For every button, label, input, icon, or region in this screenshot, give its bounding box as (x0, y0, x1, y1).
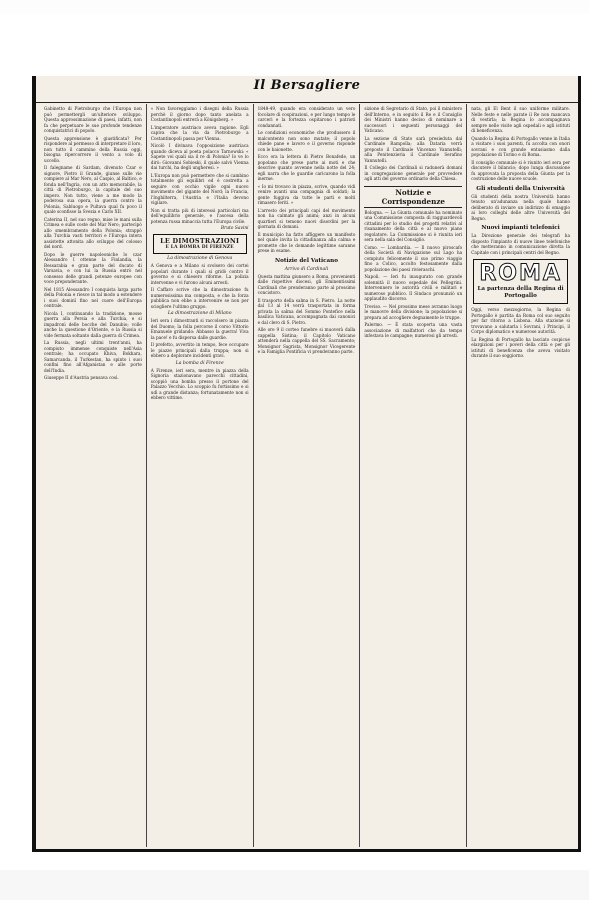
article-paragraph: Bologna. — La Giunta comunale ha nominato una Commissione composta di ragguardevoli cittadini per lo studio dei progetti relativi al risanamento della città e al nuovo piano regolatore. La Commissione si è riunita ieri sera nella sala del Consiglio. (364, 209, 463, 242)
article-paragraph: Questa apprensione è giustificata? Per rispondere al permesso di interpretare il loro, non tutto il cammino della Russia oggi, bisogna ripercorrere il vento a volo di uccello. (44, 135, 142, 163)
article-heading: Gli studenti della Università (476, 185, 565, 192)
column-1 (40, 104, 147, 847)
article-paragraph: Oggi, verso mezzogiorno, la Regina di Portogallo è partita da Roma col suo seguito per far ritorno a Lisbona. Alla stazione si trovavano a salutarla i Sovrani, i Principi, il Corpo diplomatico e numerose autorità. (471, 307, 570, 334)
boxed-headline-subtitle: E LA BOMBA DI FIRENZE (165, 245, 234, 250)
article-paragraph: L'arresto dei principali capi del movimento non ha calmato gli animi; anzi in alcuni quartieri si temono nuovi disordini per la giornata di domani. (257, 207, 356, 229)
column-4 (360, 104, 467, 847)
article-paragraph: Il falegname di Sardam, divenuto Czar e signore, Pietro il Grande, giunse sulle vie compiere al Mar Nero, al Caspio, al Baltico, e fonda nell'Ingria, con un atto memorabile, la città di Pietroburgo, la capitale del suo impero. Non tutto, viene a me modo la poderosa sua opera, la guerra contro la Polonia, Sabluogo e Pultava qual fu poco il quale sconfisse la Svezia e Carlo XII. (44, 165, 142, 214)
article-paragraph: Treviso. — Nel prossimo mese avranno luogo le manovre della divisione; la popolazione si prepara ad accogliere degnamente le truppe. (364, 303, 463, 320)
article-paragraph: La Direzione generale dei telegrafi ha disposto l'impianto di nuove linee telefoniche che metteranno in comunicazione diretta la Capitale con i principali centri del Regno. (471, 233, 570, 255)
article-paragraph: L'Europa non può permettere che si cambino totalmente gli equilibri ed è costretta a seguire con occhio vigile ogni nuovo movimento del gigante del Nord; la Francia, l'Inghilterra, l'Austria e l'Italia devono vigilare. (150, 172, 249, 205)
article-paragraph: Le condizioni economiche che produssero il malcontento non sono mutate; il popolo chiede pane e lavoro e il governo risponde con le baionette. (257, 130, 356, 152)
article-paragraph: Ieri sera i dimostranti si raccolsero in piazza del Duomo; la folla percorse il corso Vittorio Emanuele gridando: Abbasso la guerra! Viva la pace! e fu dispersa dalle guardie. (150, 318, 249, 340)
roma-subtitle: La partenza della Regina di Portogallo (477, 286, 564, 299)
article-paragraph: « Io mi trovavo in piazza, scrive, quando vidi venire avanti una compagnia di soldati; la gente fuggiva da tutte le parti e molti rimasero feriti. » (257, 183, 356, 205)
article-paragraph: Il Caffaro scrive che la dimostrazione fu numerosissima ma composta, e che la forza pubblica non ebbe a intervenire se non per sciogliere l'ultimo gruppo. (150, 287, 249, 309)
article-paragraph: L'imperatore austriaco aveva ragione. Egli capiva che la via da Pietroburgo a Costantinopoli passa per Vienna. (150, 124, 249, 141)
article-paragraph: Caterina II, nel suo regno, mise le mani sulla Crimea e sulle coste del Mar Nero; partecipò allo smembramento della Polonia; strappò alla Turchia vasti territori e l'Europa intera assistette attonita allo sviluppo del colosso del nord. (44, 216, 142, 249)
article-paragraph: Nicola I, continuando la tradizione, mosse guerra alla Persia e alla Turchia, e si impadronì delle bocche del Danubio; volle anche la questione d'Oriente, e la Russia si vide fermata soltanto dalla guerra di Crimea. (44, 310, 142, 338)
scan-margin-top (0, 0, 589, 14)
article-heading: Notizie del Vaticano (275, 257, 338, 264)
column-2 (147, 104, 254, 847)
article-heading: Nuovi impianti telefonici (481, 225, 560, 231)
section-heading-notizie: Notizie e Corrispondenze (364, 186, 462, 208)
article-paragraph: Nicolò I divinava l'opposizione austriaca quando diceva al poeta polacco Tarnowski: « Sapete voi quali sia il re di Polonia? Io ve lo dirò: Giovanni Sobieski, il quale salvò Vienna dai turchi, ha degli ungheresi. » (150, 143, 249, 170)
article-subheading: La bomba di Firenze (175, 360, 224, 366)
article-paragraph: A Firenze, ieri sera, mentre in piazza della Signoria stazionavano parecchi cittadini, scoppiò una bomba presso il portone del Palazzo Vecchio. Lo scoppio fu fortissimo e si udì a grande distanza; fortunatamente non si ebbero vittime. (150, 367, 249, 400)
article-paragraph: Questa mattina giunsero a Roma, provenienti dalle rispettive diocesi, gli Eminentissimi Cardinali che prenderanno parte al prossimo concistoro. (257, 273, 356, 295)
article-paragraph: A Genova e a Milano si svolsero dei cortei popolari durante i quali si gridò contro il governo e si chiesero riforme. La polizia intervenne e vi furono alcuni arresti. (150, 263, 249, 285)
article-paragraph: Gabinetto di Pietroburgo che l'Europa non può permettergli un'ulteriore sviluppo. Questa approssimazione di paesi, infatti, non fa che perpetuare le sue profonde tendenze conquistatrici di popolo. (44, 106, 142, 133)
article-paragraph: Palermo. — È stata scoperta una vasta associazione di malfattori che da tempo infestava le campagne; numerosi gli arresti. (364, 322, 463, 338)
masthead-title: Il Bersagliere (253, 78, 361, 93)
article-paragraph: Il prefetto, avvertito in tempo, fece occupare le piazze principali dalla truppa; non si ebbero a deplorare incidenti gravi. (150, 342, 249, 358)
article-paragraph: Ecco ora la lettera di Pietro Bonafede, un popolano che prese parte ai moti e che descrive quanto avvenne nella notte del 24; egli narra che le guardie caricarono la folla inerme. (257, 154, 356, 181)
article-paragraph: Alle ore 9 il corteo funebre si muoverà dalla cappella Sistina; il Capitolo Vaticano attenderà nella cappella del SS. Sacramento; Monsignor Sagrista, Monsignor Vicegerente e la Famiglia Pontificia vi prenderanno parte. (257, 327, 356, 354)
article-paragraph: Quando la Regina di Portogallo venne in Italia a visitare i suoi parenti, fu accolta con onori sovrani e con grande entusiasmo dalla popolazione di Torino e di Roma. (471, 135, 570, 157)
article-paragraph: La sezione di Stato sarà presieduta dal Cardinale Rampolla; alla Dataria verrà preposto il Cardinale Vincenzo Vannutelli; alla Penitenzieria il Cardinale Serafino Vannutelli. (364, 135, 463, 163)
article-paragraph: Gli studenti della nostra Università hanno tenuto un'adunanza nella quale hanno deliberato di inviare un indirizzo di omaggio ai loro colleghi delle altre Università del Regno. (471, 193, 570, 221)
article-paragraph: 1848-49, quando era considerato un vero focolare di cospirazioni, e per lungo tempo le carceri e la fortezza ospitarono i patrioti condannati. (257, 106, 356, 128)
scan-margin-bottom (0, 870, 589, 900)
article-paragraph: Il municipio ha fatto affiggere un manifesto nel quale invita la cittadinanza alla calma e promette che le domande legittime saranno prese in esame. (257, 231, 356, 253)
article-subheading: Arrivo di Cardinali (284, 266, 329, 272)
article-paragraph: nata, gli El Bent il suo uniforme militare. Nelle feste e nelle parate il Re non mancava di vestirla; la Regina lo accompagnava sempre nelle visite agli ospedali e agli istituti di beneficenza. (471, 106, 570, 133)
article-paragraph: Il trasporto della salma in S. Pietro. La notte dal 13 al 14 verrà trasportata in forma privata la salma del Sommo Pontefice nella basilica Vaticana, accompagnata dai canonici e dal clero di S. Pietro. (257, 297, 356, 325)
newspaper-page (32, 76, 581, 852)
roma-title: ROMA (479, 261, 562, 286)
article-paragraph: « Non favoreggiamo i disegni della Russia perchè il giorno dopo tanto anelata a Costantinopoli entrerà a Königsberg. » (150, 106, 249, 122)
article-paragraph: Nel 1815 Alessandro I conquista larga parte della Polonia e riesce in tal modo a estendere i suoi dominî fino nel cuore dell'Europa centrale. (44, 286, 142, 308)
article-paragraph: Dopo le guerre napoleoniche lo czar Alessandro I ottenne la Finlandia, la Bessarabia e gran parte del ducato di Varsavia, e con lui la Russia entrò nel consesso delle grandi potenze europee con voce preponderante. (44, 251, 142, 284)
article-paragraph: La Russia, negli ultimi trent'anni, ha compiuto immense conquiste nell'Asia centrale; ha occupato Khiva, Bokhara, Samarcanda, il Turkestan, ha spinto i suoi confini fino all'Afganistan e alle porte dell'India. (44, 340, 142, 373)
article-subheading: La dimostrazione di Milano (167, 311, 232, 316)
article-paragraph: Giuseppe II d'Austria pensava così. (44, 375, 119, 380)
article-paragraph: sizione di Segretario di Stato, poi il ministero dell'Interno, e in seguito il Re e il Consiglio dei Ministri hanno deciso di nominare a successori i seguenti personaggi del Vaticano. (364, 106, 463, 133)
article-signature: Bruto Savini (220, 226, 249, 231)
article-paragraph: Il Collegio dei Cardinali si radunerà domani in congregazione generale per provvedere agli atti del governo ordinario della Chiesa. (364, 165, 463, 181)
article-subheading: La dimostrazione di Genova (167, 256, 233, 261)
article-paragraph: Napoli. — Ieri fu inaugurato con grande solennità il nuovo ospedale dei Pellegrini. Intervennero le autorità civili e militari e numeroso pubblico. Il Sindaco pronunziò un applaudito discorso. (364, 274, 463, 301)
column-5 (467, 104, 574, 847)
article-paragraph: Non si tratta più di interessi particolari ma dell'equilibrio generale, e l'ascesa della potenza russa minaccia tutta l'Europa civile. (150, 207, 249, 224)
article-paragraph: La Regina di Portogallo ha lasciato cospicue elargizioni per i poveri della città e per gli istituti di beneficenza che aveva visitato durante il suo soggiorno. (471, 336, 570, 358)
article-paragraph: Il consiglio comunale si è riunito ieri sera per discutere il bilancio; dopo lunga discussione fu approvata la proposta della Giunta per la costruzione delle nuove scuole. (471, 159, 570, 181)
boxed-headline (153, 234, 247, 254)
column-3 (254, 104, 361, 847)
article-paragraph: Como. — Lombardia. — Il nuovo piroscafo della Società di Navigazione sul Lago ha compiuto felicemente il suo primo viaggio fino a Colico, accolto festosamente dalla popolazione dei paesi rivieraschi. (364, 244, 463, 272)
column-grid (40, 104, 574, 847)
boxed-headline-title: LE DIMOSTRAZIONI (160, 237, 240, 245)
page-header (36, 76, 578, 103)
roma-section-headline (473, 259, 568, 304)
